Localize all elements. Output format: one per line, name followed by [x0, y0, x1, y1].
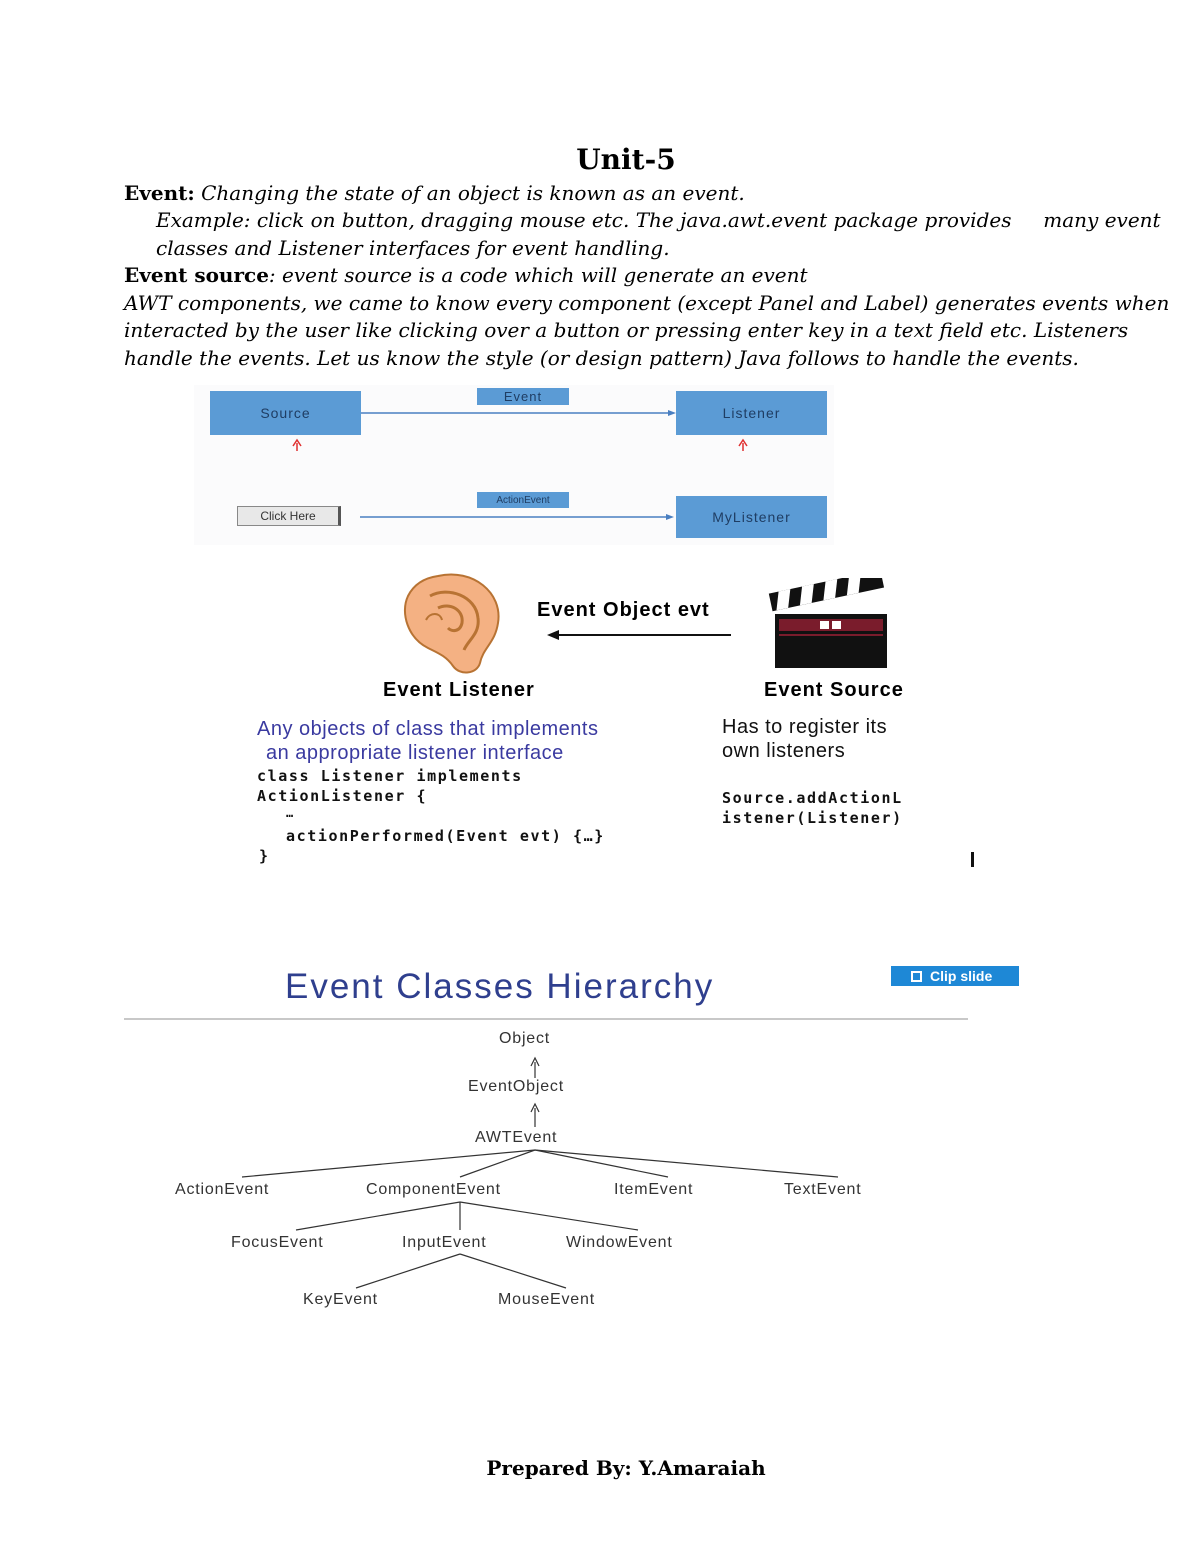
- clip-slide-button[interactable]: [891, 966, 1019, 986]
- listener-description-line-1: Any objects of class that implements: [257, 718, 599, 740]
- example-line: [156, 206, 1161, 234]
- node-item-event: ItemEvent: [614, 1181, 694, 1198]
- node-text-event: TextEvent: [784, 1181, 862, 1198]
- node-window-event: WindowEvent: [566, 1234, 673, 1251]
- ear-icon: [398, 568, 508, 678]
- event-text: Changing the state of an object is known as an event.: [194, 181, 745, 205]
- source-description-line-2: own listeners: [722, 740, 846, 762]
- event-source-label: Event source: [124, 263, 269, 287]
- source-code-line-2: istener(Listener): [722, 809, 903, 827]
- event-object-label: Event Object evt: [537, 599, 710, 621]
- arrowhead-icon: [668, 410, 676, 416]
- red-up-arrow-icon: [293, 440, 301, 451]
- hierarchy-title: Event Classes Hierarchy: [285, 967, 715, 1006]
- click-here-button: Click Here: [237, 506, 341, 526]
- event-flow-arrows: [194, 385, 834, 545]
- awt-paragraph-line-2: interacted by the user like clicking over a button or pressing enter key in a text field etc. Listeners: [124, 318, 1129, 342]
- node-mouse-event: MouseEvent: [498, 1291, 595, 1308]
- event-source-heading: Event Source: [764, 679, 904, 701]
- clapperboard-icon: [768, 578, 893, 673]
- listener-code-line-1: class Listener implements: [257, 767, 523, 785]
- action-event-label-box: ActionEvent: [477, 492, 569, 508]
- node-input-event: InputEvent: [402, 1234, 487, 1251]
- node-event-object: EventObject: [468, 1078, 564, 1095]
- node-key-event: KeyEvent: [303, 1291, 378, 1308]
- source-code-line-1: Source.addActionL: [722, 789, 903, 807]
- red-up-arrow-icon: [739, 440, 747, 451]
- node-focus-event: FocusEvent: [231, 1234, 324, 1251]
- awt-paragraph-line-1: AWT components, we came to know every component (except Panel and Label) generates events when: [124, 291, 1170, 315]
- event-source-definition: [124, 261, 808, 289]
- left-arrowhead-icon: [547, 630, 559, 640]
- event-listener-heading: Event Listener: [383, 679, 535, 701]
- example-label: Example:: [156, 208, 251, 232]
- event-source-text: : event source is a code which will generate an event: [268, 263, 808, 287]
- node-action-event: ActionEvent: [175, 1181, 270, 1198]
- example-text: click on button, dragging mouse etc. The java.awt.event package provides many event: [250, 208, 1161, 232]
- event-object-arrow: [545, 625, 735, 645]
- event-label-box: Event: [477, 388, 569, 405]
- prepared-by-footer: Prepared By: Y.Amaraiah: [486, 1456, 766, 1480]
- example-continuation: classes and Listener interfaces for event handling.: [156, 236, 670, 260]
- listener-code-line-5: }: [259, 847, 270, 865]
- title-divider: [124, 1018, 968, 1020]
- text-cursor-mark: [971, 852, 974, 867]
- page-title: Unit-5: [576, 143, 676, 176]
- listener-code-line-2: ActionListener {: [257, 787, 428, 805]
- listener-code-line-3: …: [286, 806, 295, 820]
- listener-box: Listener: [676, 391, 827, 435]
- clip-slide-label: Clip slide: [930, 968, 993, 984]
- event-label: Event:: [124, 181, 195, 205]
- node-component-event: ComponentEvent: [366, 1181, 501, 1198]
- source-box: Source: [210, 391, 361, 435]
- awt-paragraph-line-3: handle the events. Let us know the style (or design pattern) Java follows to handle the events.: [124, 346, 1079, 370]
- clip-icon: [911, 971, 922, 982]
- node-awt-event: AWTEvent: [475, 1129, 558, 1146]
- node-object: Object: [499, 1030, 551, 1047]
- arrowhead-icon: [666, 514, 674, 520]
- event-definition: [124, 179, 745, 207]
- source-description-line-1: Has to register its: [722, 716, 888, 738]
- listener-description-line-2: an appropriate listener interface: [266, 742, 564, 764]
- my-listener-box: MyListener: [676, 496, 827, 538]
- listener-code-line-4: actionPerformed(Event evt) {…}: [286, 827, 605, 845]
